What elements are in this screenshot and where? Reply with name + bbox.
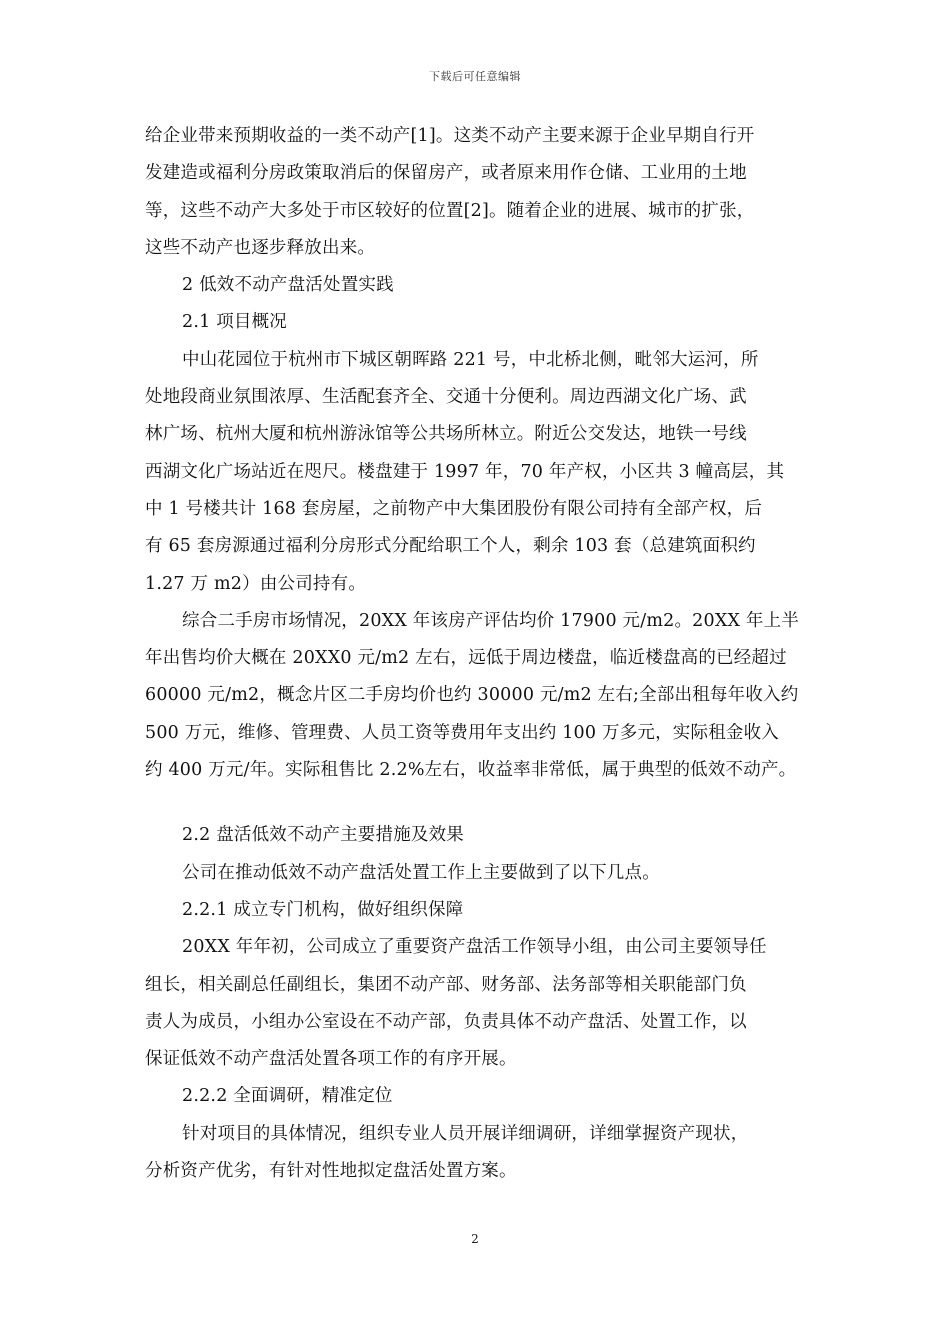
text-line: 给企业带来预期收益的一类不动产[1]。这类不动产主要来源于企业早期自行开 xyxy=(145,126,755,146)
subsection-heading-2-2-2: 2.2.2 全面调研，精准定位 xyxy=(182,1086,393,1107)
text-line: 中 1 号楼共计 168 套房屋，之前物产中大集团股份有限公司持有全部产权，后 xyxy=(145,498,763,519)
subsection-heading-2-1: 2.1 项目概况 xyxy=(182,312,287,333)
text-line: 20XX 年年初，公司成立了重要资产盘活工作领导小组，由公司主要领导任 xyxy=(182,937,767,958)
text-line: 60000 元/m2，概念片区二手房均价也约 30000 元/m2 左右;全部出租每年收入约 xyxy=(145,685,799,706)
text-line: 年出售均价大概在 20XX0 元/m2 左右，远低于周边楼盘，临近楼盘高的已经超过 xyxy=(145,648,787,669)
blank-line xyxy=(145,789,810,817)
page-number: 2 xyxy=(471,1232,479,1246)
paragraph-organization xyxy=(145,929,810,1078)
section-heading-2: 2 低效不动产盘活处置实践 xyxy=(182,275,394,296)
text-line: 西湖文化广场站近在咫尺。楼盘建于 1997 年，70 年产权，小区共 3 幢高层，其 xyxy=(145,461,785,482)
text-line: 500 万元，维修、管理费、人员工资等费用年支出约 100 万多元，实际租金收入 xyxy=(145,722,779,743)
text-line: 等，这些不动产大多处于市区较好的位置[2]。随着企业的进展、城市的扩张， xyxy=(145,200,755,221)
text-line: 分析资产优劣，有针对性地拟定盘活处置方案。 xyxy=(145,1161,517,1182)
document-body xyxy=(145,118,810,1190)
text-line: 1.27 万 m2）由公司持有。 xyxy=(145,573,367,594)
paragraph-measures-intro: 公司在推动低效不动产盘活处置工作上主要做到了以下几点。 xyxy=(182,862,660,883)
text-line: 保证低效不动产盘活处置各项工作的有序开展。 xyxy=(145,1049,517,1070)
text-line: 综合二手房市场情况，20XX 年该房产评估均价 17900 元/m2。20XX 年上半 xyxy=(182,610,800,631)
subsection-heading-2-2-1: 2.2.1 成立专门机构，做好组织保障 xyxy=(182,899,464,920)
text-line: 中山花园位于杭州市下城区朝晖路 221 号，中北桥北侧，毗邻大运河，所 xyxy=(182,349,759,370)
paragraph-project-overview xyxy=(145,342,810,603)
paragraph-market-situation xyxy=(145,603,810,789)
text-line: 林广场、杭州大厦和杭州游泳馆等公共场所林立。附近公交发达，地铁一号线 xyxy=(145,424,747,445)
paragraph-intro-continued xyxy=(145,118,810,267)
paragraph-research xyxy=(145,1116,810,1191)
text-line: 责人为成员，小组办公室设在不动产部，负责具体不动产盘活、处置工作，以 xyxy=(145,1011,747,1032)
text-line: 约 400 万元/年。实际租售比 2.2%左右，收益率非常低，属于典型的低效不动产。 xyxy=(145,760,797,781)
text-line: 发建造或福利分房政策取消后的保留房产，或者原来用作仓储、工业用的土地 xyxy=(145,163,747,184)
text-line: 这些不动产也逐步释放出来。 xyxy=(145,237,376,258)
page-header: 下载后可任意编辑 xyxy=(429,70,521,83)
text-line: 组长，相关副总任副组长，集团不动产部、财务部、法务部等相关职能部门负 xyxy=(145,974,747,995)
subsection-heading-2-2: 2.2 盘活低效不动产主要措施及效果 xyxy=(182,825,464,846)
text-line: 针对项目的具体情况，组织专业人员开展详细调研，详细掌握资产现状， xyxy=(182,1123,749,1144)
text-line: 处地段商业氛围浓厚、生活配套齐全、交通十分便利。周边西湖文化广场、武 xyxy=(145,387,747,408)
text-line: 有 65 套房源通过福利分房形式分配给职工个人，剩余 103 套（总建筑面积约 xyxy=(145,536,756,557)
